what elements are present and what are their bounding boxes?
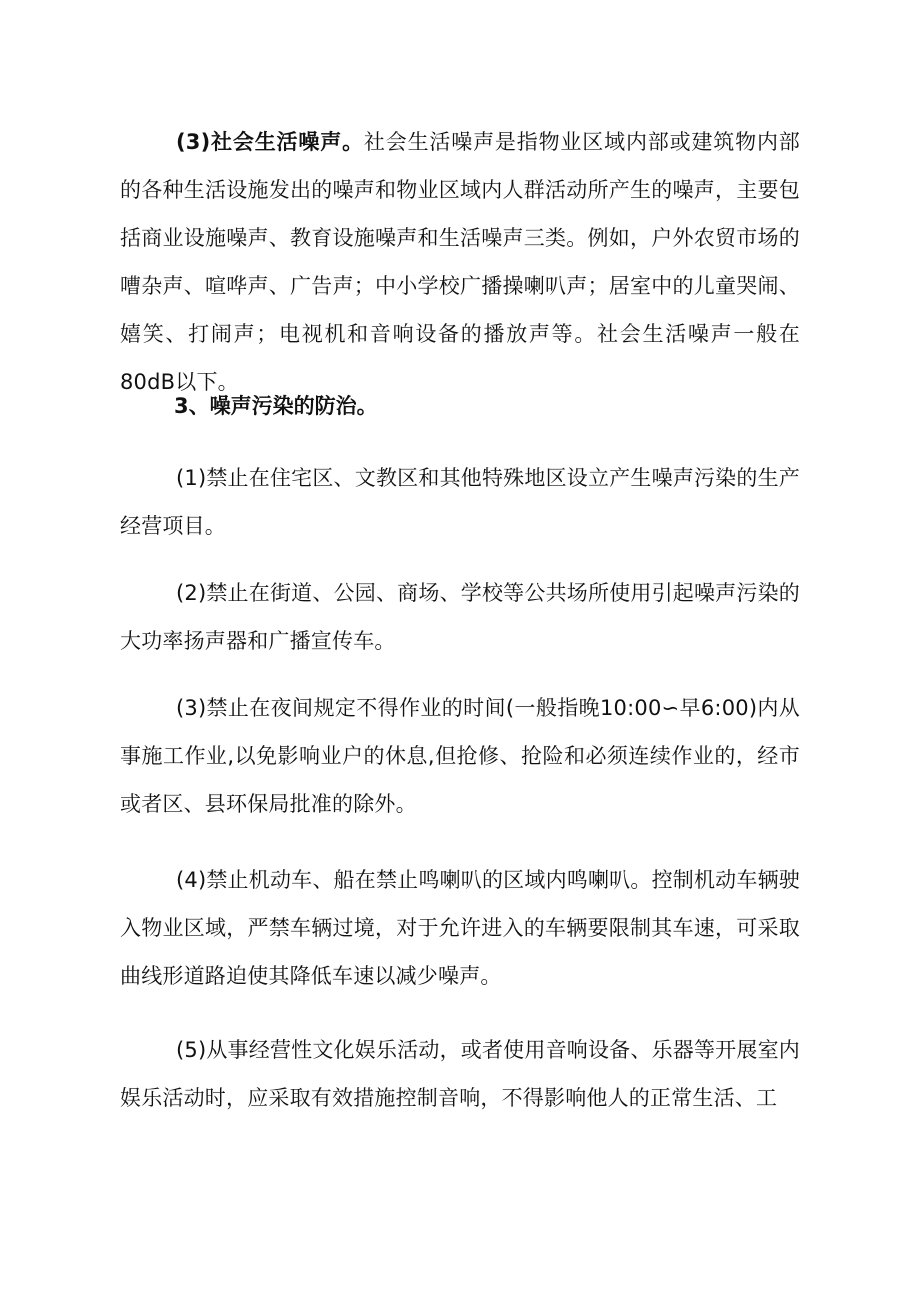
list-item-5: (5)从事经营性文化娱乐活动，或者使用音响设备、乐器等开展室内娱乐活动时，应采取有效措施控制音响，不得影响他人的正常生活、工	[120, 1038, 800, 1110]
section-heading: 3、噪声污染的防治。	[174, 394, 378, 418]
list-item-1: (1)禁止在住宅区、文教区和其他特殊地区设立产生噪声污染的生产经营项目。	[120, 466, 800, 538]
paragraph-body: 社会生活噪声是指物业区域内部或建筑物内部的各种生活设施发出的噪声和物业区域内人群活动所产生的噪声，主要包括商业设施噪声、教育设施噪声和生活噪声三类。例如，户外农贸市场的嘈杂声、喧哗声、广告声；中小学校广播操喇叭声；居室中的儿童哭闹、嬉笑、打闹声；电视机和音响设备的播放声等。社会生活噪声一般在80dB以下。	[120, 130, 800, 394]
list-item-3: (3)禁止在夜间规定不得作业的时间(一般指晚10:00∽早6:00)内从事施工作业,以免影响业户的休息,但抢修、抢险和必须连续作业的，经市或者区、县环保局批准的除外。	[120, 696, 800, 816]
list-item-4: (4)禁止机动车、船在禁止鸣喇叭的区域内鸣喇叭。控制机动车辆驶入物业区域，严禁车辆过境，对于允许进入的车辆要限制其车速，可采取曲线形道路迫使其降低车速以减少噪声。	[120, 868, 800, 988]
list-item-2: (2)禁止在街道、公园、商场、学校等公共场所使用引起噪声污染的大功率扬声器和广播宣传车。	[120, 581, 800, 653]
paragraph-lead: (3)社会生活噪声。	[176, 130, 364, 154]
paragraph-social-noise	[120, 118, 800, 406]
